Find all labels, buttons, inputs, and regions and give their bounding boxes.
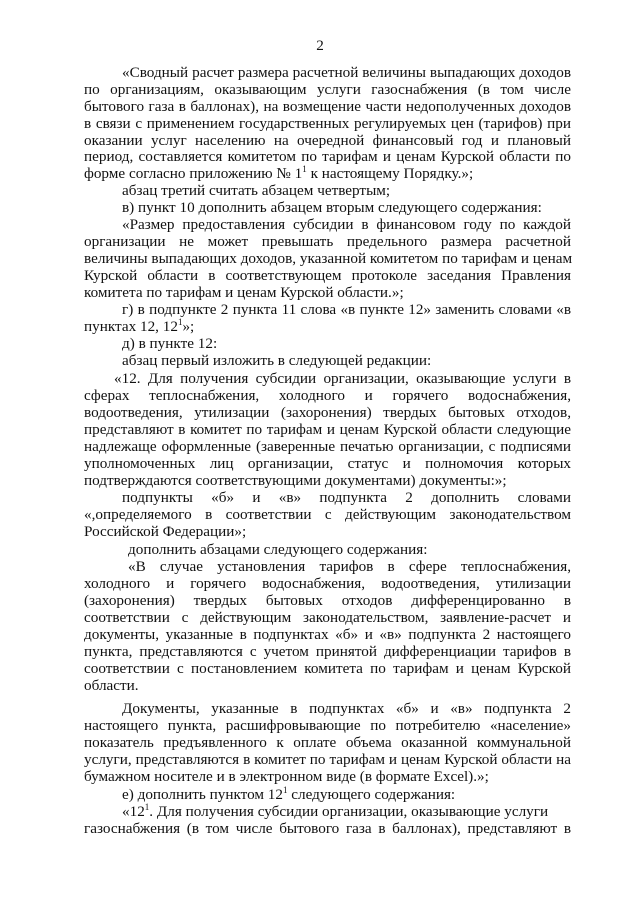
text-line: «Сводный расчет размера расчетной величины выпадающих доходов — [122, 64, 571, 81]
text-line: «Размер предоставления субсидии в финансовом году по каждой — [122, 216, 571, 233]
text-line: «12. Для получения субсидии организации, оказывающие услуги в — [114, 370, 571, 387]
text-line: период, составляется комитетом по тарифам и ценам Курской области по — [84, 148, 571, 165]
text-line: г) в подпункте 2 пункта 11 слова «в пункте 12» заменить словами «в — [122, 301, 571, 318]
text-line: пунктах 12, $12^1$»; — [84, 316, 195, 335]
text-line: в связи с применением государственных регулируемых цен (тарифов) при — [84, 115, 571, 132]
text-line: по организациям, оказывающим услуги газоснабжения (в том числе — [84, 81, 571, 98]
text-line: области. — [84, 677, 139, 694]
text-line: Российской Федерации»; — [84, 523, 247, 540]
text-line: соответствии с действующим законодательством, заявление-расчет и — [84, 609, 571, 626]
text-line: документы, указанные в подпунктах «б» и «в» подпункта 2 настоящего — [84, 626, 571, 643]
text-line: е) дополнить пунктом $12^1$ следующего содержания: — [122, 784, 456, 803]
text-line: подпункты «б» и «в» подпункта 2 дополнить словами — [122, 489, 571, 506]
text-line: дополнить абзацами следующего содержания: — [128, 541, 428, 558]
text-line: Документы, указанные в подпунктах «б» и «в» подпункта 2 — [122, 700, 571, 717]
text-line: сферах теплоснабжения, холодного и горячего водоснабжения, — [84, 387, 571, 404]
text-line: (захоронения) твердых бытовых отходов дифференцированно в — [84, 592, 571, 609]
text-line: представляют в комитет по тарифам и ценам Курской области следующие — [84, 421, 571, 438]
text-line: подтверждаются соответствующими документами) документы:»; — [84, 472, 507, 489]
text-line: организации не может превышать предельного размера расчетной — [84, 233, 571, 250]
text-line: «,определяемого в соответствии с действующим законодательством — [84, 506, 571, 523]
text-line: абзац первый изложить в следующей редакции: — [122, 352, 432, 369]
text-line: холодного и горячего водоснабжения, водоотведения, утилизации — [84, 575, 571, 592]
text-line: услуги, представляются в комитет по тарифам и ценам Курской области на — [84, 751, 571, 768]
text-line: настоящего пункта, расшифровывающие по потребителю «население» — [84, 717, 571, 734]
text-line: «В случае установления тарифов в сфере теплоснабжения, — [128, 558, 571, 575]
text-line: надлежаще оформленные (заверенные печатью организации, с подписями — [84, 438, 571, 455]
text-line: комитета по тарифам и ценам Курской области.»; — [84, 284, 404, 301]
text-line: пункта, представляются с учетом принятой дифференциации тарифов в — [84, 643, 571, 660]
text-line: уполномоченных лиц организации, статус и полномочия которых — [84, 455, 571, 472]
text-line: Курской области в соответствующем протоколе заседания Правления — [84, 267, 571, 284]
text-line: оказании услуг населению на очередной финансовый год и плановый — [84, 132, 571, 149]
text-line: газоснабжения (в том числе бытового газа в баллонах), представляют в — [84, 820, 571, 837]
text-line: бытового газа в баллонах), на возмещение части недополученных доходов — [84, 98, 571, 115]
text-line: бумажном носителе и в электронном виде (в формате Excel).»; — [84, 768, 489, 785]
text-line: показатель предъявленного к оплате объема оказанной коммунальной — [84, 734, 571, 751]
text-line: соответствии с постановлением комитета по тарифам и ценам Курской — [84, 660, 571, 677]
text-line: водоотведения, утилизации (захоронения) твердых бытовых отходов, — [84, 404, 571, 421]
text-line: абзац третий считать абзацем четвертым; — [122, 182, 391, 199]
text-line: величины выпадающих доходов, указанной комитетом по тарифам и ценам — [84, 250, 573, 267]
text-line: д) в пункте 12: — [122, 335, 218, 352]
page-number: 2 — [316, 37, 324, 54]
text-line: в) пункт 10 дополнить абзацем вторым следующего содержания: — [122, 199, 542, 216]
text-line: форме согласно приложению № $1^1$ к настоящему Порядку.»; — [84, 163, 474, 182]
text-line: «$12^1$. Для получения субсидии организации, оказывающие услуги — [122, 801, 549, 820]
